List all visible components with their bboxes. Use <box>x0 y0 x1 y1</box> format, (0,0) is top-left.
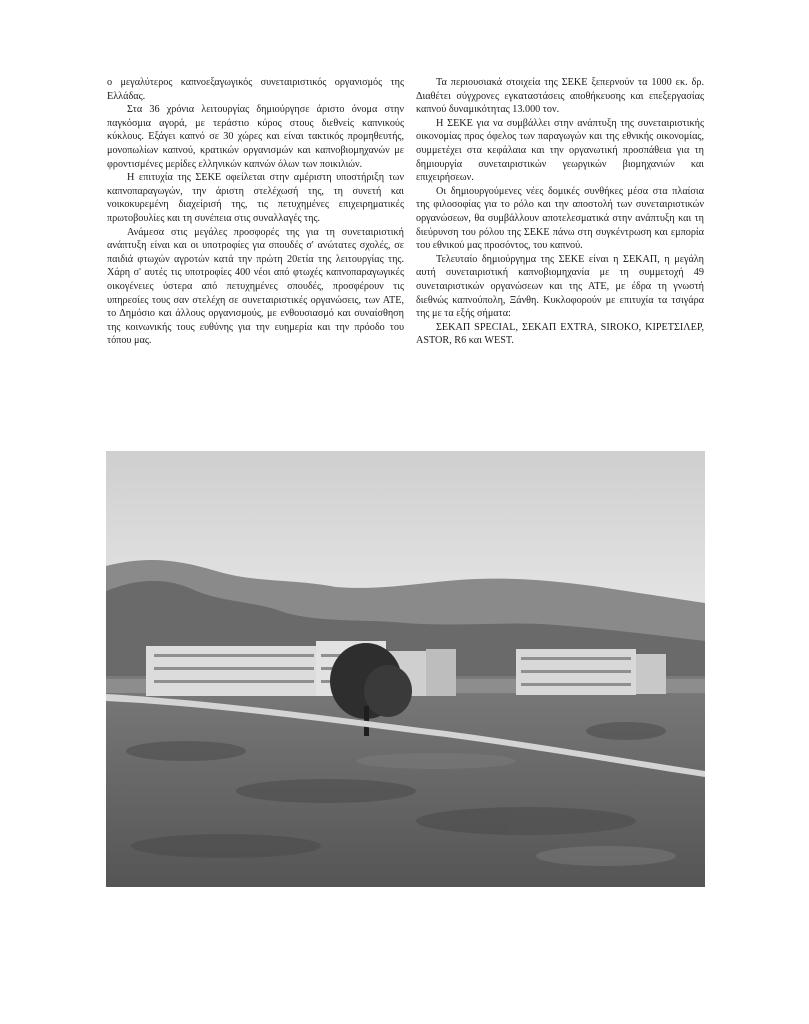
paragraph: Τα περιουσιακά στοιχεία της ΣΕΚΕ ξεπερνούν τα 1000 εκ. δρ. Διαθέτει σύγχρονες εγκαταστάσεις αποθήκευσης και επεξεργασίας καπνού δυναμικότητας 13.000 τον. <box>416 77 704 116</box>
right-text-column <box>416 76 704 348</box>
photo-illustration <box>106 451 705 887</box>
paragraph: Οι δημιουργούμενες νέες δομικές συνθήκες μέσα στα πλαίσια της φιλοσοφίας για το ρόλο και την αποστολή των συνεταιριστικών οργανώσεων, θα συμβάλλουν αποτελεσματικά στην ανάπτυξη και τη διεύρυνση του ρόλου της ΣΕΚΕ πάνω στη συγκέντρωση και εμπορία του εθνικού μας προσόντος, του καπνού. <box>416 185 704 252</box>
left-text-column <box>107 76 404 348</box>
paragraph: Η επιτυχία της ΣΕΚΕ οφείλεται στην αμέριστη υποστήριξη των καπνοπαραγωγών, την άριστη στελέχωσή της, τη συνετή και νοικοκυρεμένη διαχείρισή της, τις πετυχημένες επιχειρηματικές πρωτοβουλίες και τη συνέπεια στις συναλλαγές της. <box>107 172 404 224</box>
paragraph: ΣΕΚΑΠ SPECIAL, ΣΕΚΑΠ EXTRA, SIROKO, ΚΙΡΕΤΣΙΛΕΡ, ASTOR, R6 και WEST. <box>416 321 704 347</box>
paragraph: ο μεγαλύτερος καπνοεξαγωγικός συνεταιριστικός οργανισμός της Ελλάδας. <box>107 77 404 102</box>
paragraph: Ανάμεσα στις μεγάλες προσφορές της για τη συνεταιριστική ανάπτυξη είναι και οι υποτροφίες για σπουδές σ' ανώτατες σχολές, σε παιδιά φτωχών αγροτών κατά την πρώτη 20ετία της λειτουργίας της. Χάρη σ' αυτές τις υποτροφίες 400 νέοι από φτωχές καπνοπαραγωγικές οικογένειες ύστερα από πετυχημένες σπουδές, προσφέρουν τις υπηρεσίες τους σαν στελέχη σε συνεταιριστικές οργανώσεις, των ΑΤΕ, το Δημόσιο και άλλους οργανισμούς, με ενθουσιασμό και συναίσθηση της κοινωνικής τους ευθύνης για την ευημερία και την πρόοδο του τόπου μας. <box>107 226 404 347</box>
paragraph: Τελευταίο δημιούργημα της ΣΕΚΕ είναι η ΣΕΚΑΠ, η μεγάλη αυτή συνεταιριστική καπνοβιομηχανία με τη συμμετοχή 49 συνεταιριστικών οργανώσεων και της ΑΤΕ, με έδρα τη γνωστή διεθνώς καπνούπολη, Ξάνθη. Κυκλοφορούν με επιτυχία τα τσιγάρα της με τα εξής σήματα: <box>416 253 704 320</box>
paragraph: Η ΣΕΚΕ για να συμβάλλει στην ανάπτυξη της συνεταιριστικής οικονομίας προς όφελος των παραγωγών και της εθνικής οικονομίας, συμμετέχει στα κεφάλαια και την οργανωτική προσπάθεια για τη δημιουργία συνεταιριστικών γεωργικών βιομηχανιών και επιχειρήσεων. <box>416 117 704 184</box>
paragraph: Στα 36 χρόνια λειτουργίας δημιούργησε άριστο όνομα στην παγκόσμια αγορά, με τεράστιο κύρος στους διεθνείς καπνικούς κύκλους. Εξάγει καπνό σε 30 χώρες και είναι τακτικός προμηθευτής, μονοπωλίων καπνού, κρατικών οργανισμών και καπνοβιομηχανών με φροντισμένες μερίδες ελληνικών καπνών όλων των ποικιλιών. <box>107 104 404 170</box>
factory-building-photo <box>106 451 705 887</box>
